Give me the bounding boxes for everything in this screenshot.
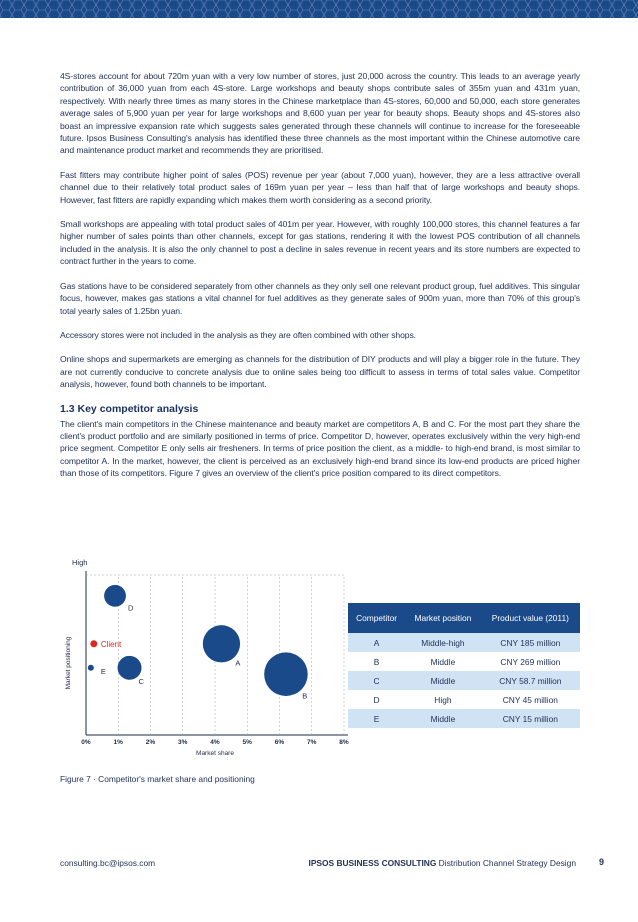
cell-value: CNY 15 million: [481, 709, 580, 728]
x-tick-label: 1%: [113, 739, 123, 746]
x-tick-label: 5%: [242, 739, 252, 746]
header-product-value: Product value (2011): [481, 603, 580, 633]
cell-competitor: B: [348, 652, 405, 671]
table-row: [348, 690, 580, 709]
bubble-chart-svg: [60, 558, 360, 775]
header-market-position: Market position: [405, 603, 481, 633]
cell-value: CNY 269 million: [481, 652, 580, 671]
table-row: [348, 709, 580, 728]
paragraph: Accessory stores were not included in the analysis as they are often combined with other shops.: [60, 329, 416, 340]
x-tick-label: 3%: [178, 739, 188, 746]
x-tick-label: 6%: [274, 739, 285, 746]
table-row: [348, 633, 580, 652]
cell-position: High: [405, 690, 481, 709]
figure-caption: Figure 7 · Competitor's market share and positioning: [60, 774, 255, 784]
footer-doc-title: Distribution Channel Strategy Design: [438, 858, 576, 868]
x-tick-label: 0%: [81, 739, 91, 746]
footer-title: [309, 858, 576, 868]
paragraph: Small workshops are appealing with total product sales of 401m per year. However, with roughly 100,000 stores, this channel features a far higher number of sales points than other channels, except for gas stations, rendering it with the lowest POS contribution of all channels included in the analysis. It is also the only channel to post a decline in sales revenue in recent years and its store numbers are expected to contract further in the years to come.: [60, 219, 580, 267]
header-competitor: Competitor: [348, 603, 405, 633]
footer-brand: IPSOS BUSINESS CONSULTING: [308, 858, 437, 868]
cell-competitor: A: [348, 633, 405, 652]
footer-email[interactable]: consulting.bc@ipsos.com: [60, 858, 156, 868]
paragraph: 4S-stores account for about 720m yuan with a very low number of stores, just 20,000 across the country. This leads to an average yearly contribution of 36,000 yuan from each 4S-store. Large workshops and beauty shops contribute sales of 355m yuan and 431m yuan, respectively. With nearly three times as many stores in the Chinese marketplace than 4S-stores, 60,000 and 50,000, each store generates average sales of 5,900 yuan per year for large workshops and 8,600 yuan per year for beauty shops. Beauty shops and 4S-stores also boast an impressive expansion rate which suggests sales generated through these channels will continue to increase for the foreseeable future. Ipsos Business Consulting's analysis has identified these three channels as the most important within the Chinese automotive care and maintenance product market and recommends they are prioritised.: [60, 71, 580, 156]
cell-competitor: D: [348, 690, 405, 709]
cell-position: Middle: [405, 671, 481, 690]
x-tick-label: 8%: [339, 739, 349, 746]
section-heading: 1.3 Key competitor analysis: [60, 402, 199, 415]
cell-value: CNY 58.7 million: [481, 671, 580, 690]
banner-pattern: [0, 0, 638, 18]
point-e: [88, 665, 94, 671]
point-b-label: B: [302, 691, 308, 701]
y-top-label: High: [72, 558, 88, 567]
point-a-label: A: [235, 658, 241, 668]
page-number: 9: [598, 857, 604, 867]
table-row: [348, 671, 580, 690]
x-axis-label: Market share: [196, 750, 234, 757]
competitor-table: [348, 603, 580, 728]
point-client: [90, 640, 97, 647]
point-client-label: Client: [100, 639, 122, 649]
paragraph: Fast fitters may contribute higher point of sales (POS) revenue per year (about 7,000 yuan), however, they are a less attractive overall channel due to their relatively total product sales of 169m yuan per year – less than half that of large workshops and beauty shops. However, fast fitters are rapidly expanding which makes them worth considering as a second priority.: [60, 169, 580, 205]
point-b: [264, 652, 308, 696]
x-tick-label: 7%: [307, 739, 317, 746]
cell-competitor: E: [348, 709, 405, 728]
point-d: [104, 585, 126, 607]
table-row: [348, 652, 580, 671]
point-d-label: D: [127, 603, 134, 613]
cell-value: CNY 185 million: [481, 633, 580, 652]
point-c-label: C: [138, 676, 144, 686]
cell-competitor: C: [348, 671, 405, 690]
cell-position: Middle: [405, 652, 481, 671]
x-tick-label: 4%: [210, 739, 220, 746]
cell-position: Middle: [405, 709, 481, 728]
point-a: [203, 625, 240, 662]
paragraph: Online shops and supermarkets are emerging as channels for the distribution of DIY products and will play a bigger role in the future. They are not currently conducive to concrete analysis due to online sales being too difficult to assess in terms of total sales value. Competitor analysis, however, found both channels to be important.: [60, 354, 580, 390]
point-e-label: E: [100, 666, 106, 676]
cell-value: CNY 45 million: [481, 690, 580, 709]
main-content: [60, 70, 580, 492]
x-tick-label: 2%: [145, 739, 156, 746]
top-banner: [0, 0, 638, 18]
cell-position: Middle-high: [405, 633, 481, 652]
section-body: The client's main competitors in the Chinese maintenance and beauty market are competitors A, B and C. For the most part they share the client's product portfolio and are similarly positioned in terms of price. Competitor D, however, operates exclusively within the very high-end price segment. Competitor E only sells air fresheners. In terms of price position the client, as a middle- to high-end brand, is most similar to competitor A. In the market, however, the client is perceived as an exclusively high-end brand since its low-end products are priced higher than those of its competitors. Figure 7 gives an overview of the client's price position compared to its direct competitors.: [60, 418, 580, 479]
paragraph: Gas stations have to be considered separately from other channels as they only sell one relevant product group, fuel additives. This singular focus, however, makes gas stations a vital channel for fuel additives as they generate sales of 900m yuan, more than 70% of this group's total yearly sales of 1.25bn yuan.: [60, 280, 580, 316]
y-axis-label: Market positioning: [65, 636, 72, 690]
